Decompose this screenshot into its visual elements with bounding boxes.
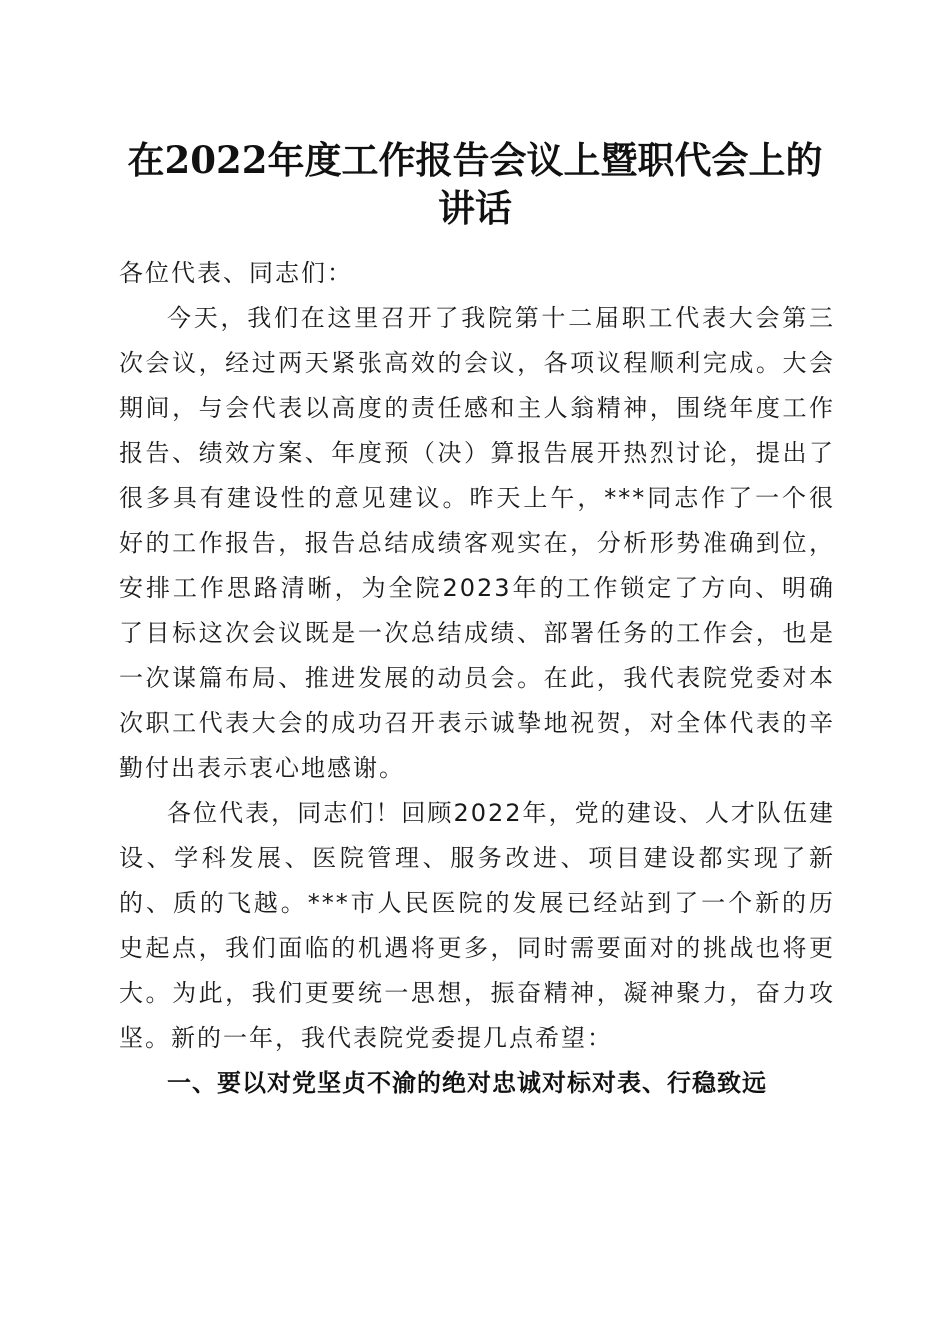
document-body: [119, 251, 835, 1106]
paragraph-2: 各位代表，同志们！回顾2022年，党的建设、人才队伍建设、学科发展、医院管理、服务改进、项目建设都实现了新的、质的飞越。***市人民医院的发展已经站到了一个新的历史起点，我们面临的机遇将更多，同时需要面对的挑战也将更大。为此，我们更要统一思想，振奋精神，凝神聚力，奋力攻坚。新的一年，我代表院党委提几点希望：: [119, 799, 835, 1052]
section-heading-1: 一、要以对党坚贞不渝的绝对忠诚对标对表、行稳致远: [167, 1069, 767, 1097]
salutation: 各位代表、同志们：: [119, 259, 353, 287]
document-title: 在2022年度工作报告会议上暨职代会上的讲话: [127, 138, 823, 230]
paragraph-1: 今天，我们在这里召开了我院第十二届职工代表大会第三次会议，经过两天紧张高效的会议，各项议程顺利完成。大会期间，与会代表以高度的责任感和主人翁精神，围绕年度工作报告、绩效方案、年度预（决）算报告展开热烈讨论，提出了很多具有建设性的意见建议。昨天上午，***同志作了一个很好的工作报告，报告总结成绩客观实在，分析形势准确到位，安排工作思路清晰，为全院2023年的工作锁定了方向、明确了目标这次会议既是一次总结成绩、部署任务的工作会，也是一次谋篇布局、推进发展的动员会。在此，我代表院党委对本次职工代表大会的成功召开表示诚挚地祝贺，对全体代表的辛勤付出表示衷心地感谢。: [119, 304, 835, 782]
